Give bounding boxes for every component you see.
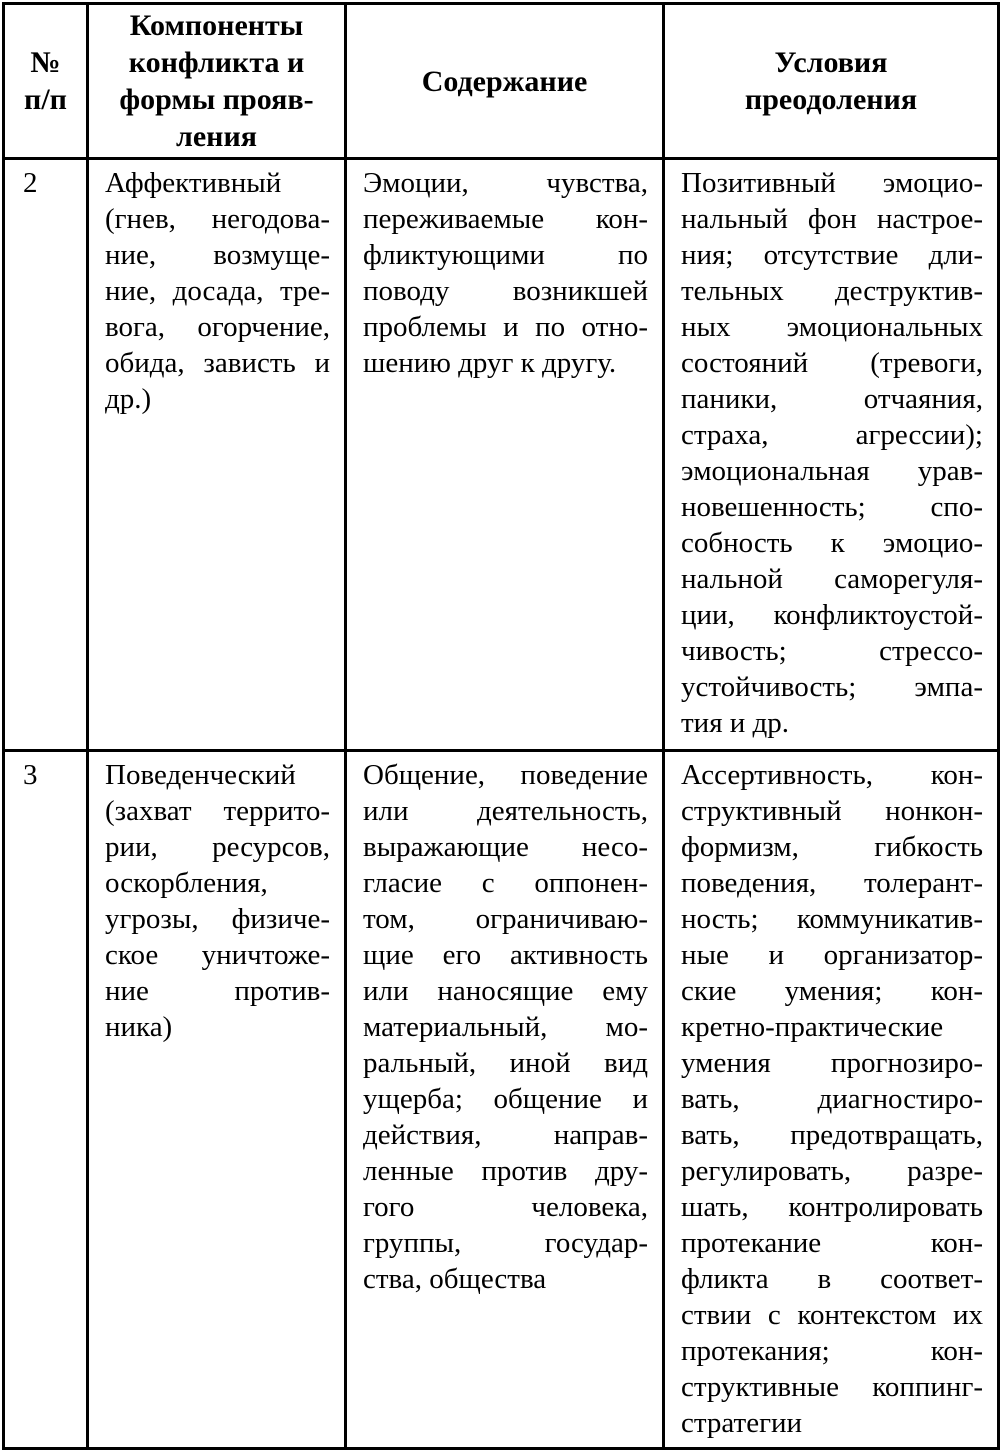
text-line: переживаемые кон-: [363, 203, 648, 235]
header-line: №: [30, 46, 61, 79]
cell-content: [346, 159, 664, 751]
header-row: [4, 4, 999, 159]
text-line: новешенность; спо-: [681, 491, 983, 523]
text-line: обида, зависть и: [105, 347, 330, 379]
header-cell-components: [88, 4, 346, 159]
text-line: структивные коппинг-: [681, 1371, 983, 1403]
text-line: том, ограничиваю-: [363, 903, 648, 935]
text-line: ские умения; кон-: [681, 975, 983, 1007]
table-row-3: [4, 751, 999, 1449]
text-line: Аффективный: [105, 167, 282, 199]
text-line: ния; отсутствие дли-: [681, 239, 983, 271]
text-line: состояний (тревоги,: [681, 347, 983, 379]
header-cell-conditions: [664, 4, 999, 159]
text-line: тельных деструктив-: [681, 275, 983, 307]
text-line: фликтующими по: [363, 239, 648, 271]
text-line: протекание кон-: [681, 1227, 983, 1259]
header-cell-num: [4, 4, 88, 159]
text-line: ущерба; общение и: [363, 1083, 648, 1115]
header-line: Содержание: [421, 64, 588, 98]
text-line: протекания; кон-: [681, 1335, 983, 1367]
text-line: регулировать, разре-: [681, 1155, 983, 1187]
text-line: ные и организатор-: [681, 939, 983, 971]
text-line: щие его активность: [363, 939, 648, 971]
text-line: шать, контролировать: [681, 1191, 983, 1223]
text-line: ствии с контекстом их: [681, 1299, 983, 1331]
text-line: ника): [105, 1011, 173, 1043]
text-line: ленные против дру-: [363, 1155, 648, 1187]
header-cell-content: [346, 4, 664, 159]
text-line: вога, огорчение,: [105, 311, 330, 343]
text-line: нальный фон настрое-: [681, 203, 983, 235]
text-line: Ассертивность, кон-: [681, 759, 983, 791]
cell-components: [88, 751, 346, 1449]
text-line: стратегии: [681, 1407, 802, 1439]
text-line: ных эмоциональных: [681, 311, 983, 343]
cell-num: 2: [4, 159, 88, 751]
text-line: группы, государ-: [363, 1227, 648, 1259]
text-line: ции, конфликтоустой-: [681, 599, 983, 631]
text-line: др.): [105, 383, 152, 415]
text-line: или деятельность,: [363, 795, 648, 827]
text-line: гласие с оппонен-: [363, 867, 648, 899]
text-line: устойчивость; эмпа-: [681, 671, 983, 703]
text-line: поведения, толерант-: [681, 867, 983, 899]
text-line: ральный, иной вид: [363, 1047, 648, 1079]
text-line: нальной саморегуля-: [681, 563, 983, 595]
text-line: действия, направ-: [363, 1119, 648, 1151]
text-line: Поведенческий: [105, 759, 296, 791]
text-line: формизм, гибкость: [681, 831, 983, 863]
header-line: преодоления: [744, 83, 918, 116]
text-line: фликта в соответ-: [681, 1263, 983, 1295]
text-line: эмоциональная урав-: [681, 455, 983, 487]
text-line: ское уничтоже-: [105, 939, 330, 971]
text-line: поводу возникшей: [363, 275, 648, 307]
cell-num: 3: [4, 751, 88, 1449]
text-line: вать, предотвращать,: [681, 1119, 983, 1151]
text-line: (гнев, негодова-: [105, 203, 330, 235]
text-line: Позитивный эмоцио-: [681, 167, 983, 199]
text-line: паники, отчаяния,: [681, 383, 983, 415]
table-body: [4, 159, 999, 1449]
header-line: формы прояв-: [119, 83, 314, 116]
text-line: кретно-практические: [681, 1011, 944, 1043]
text-line: рии, ресурсов,: [105, 831, 330, 863]
text-line: структивный нонкон-: [681, 795, 983, 827]
text-line: оскорбления,: [105, 867, 268, 899]
text-line: собность к эмоцио-: [681, 527, 983, 559]
text-line: чивость; стрессо-: [681, 635, 983, 667]
text-line: страха, агрессии);: [681, 419, 983, 451]
text-line: или наносящие ему: [363, 975, 648, 1007]
text-line: (захват террито-: [105, 795, 330, 827]
header-line: конфликта и: [128, 46, 305, 79]
header-line: Компоненты: [129, 9, 304, 42]
text-line: шению друг к другу.: [363, 347, 617, 379]
text-line: вать, диагностиро-: [681, 1083, 983, 1115]
conflict-components-table: [2, 2, 1000, 1450]
text-line: ние, досада, тре-: [105, 275, 330, 307]
text-line: ства, общества: [363, 1263, 547, 1295]
text-line: материальный, мо-: [363, 1011, 648, 1043]
table-row-2: [4, 159, 999, 751]
text-line: умения прогнозиро-: [681, 1047, 983, 1079]
text-line: Общение, поведение: [363, 759, 648, 791]
text-line: выражающие несо-: [363, 831, 648, 863]
text-line: ние против-: [105, 975, 330, 1007]
table-header: [4, 4, 999, 159]
text-line: гого человека,: [363, 1191, 648, 1223]
text-line: Эмоции, чувства,: [363, 167, 648, 199]
text-line: ность; коммуникатив-: [681, 903, 983, 935]
header-line: ления: [176, 120, 257, 153]
cell-components: [88, 159, 346, 751]
text-line: угрозы, физиче-: [105, 903, 330, 935]
text-line: тия и др.: [681, 707, 790, 739]
cell-conditions: [664, 751, 999, 1449]
cell-conditions: [664, 159, 999, 751]
text-line: ние, возмуще-: [105, 239, 330, 271]
header-line: п/п: [24, 83, 67, 116]
text-line: проблемы и по отно-: [363, 311, 648, 343]
cell-content: [346, 751, 664, 1449]
header-line: Условия: [774, 46, 888, 79]
